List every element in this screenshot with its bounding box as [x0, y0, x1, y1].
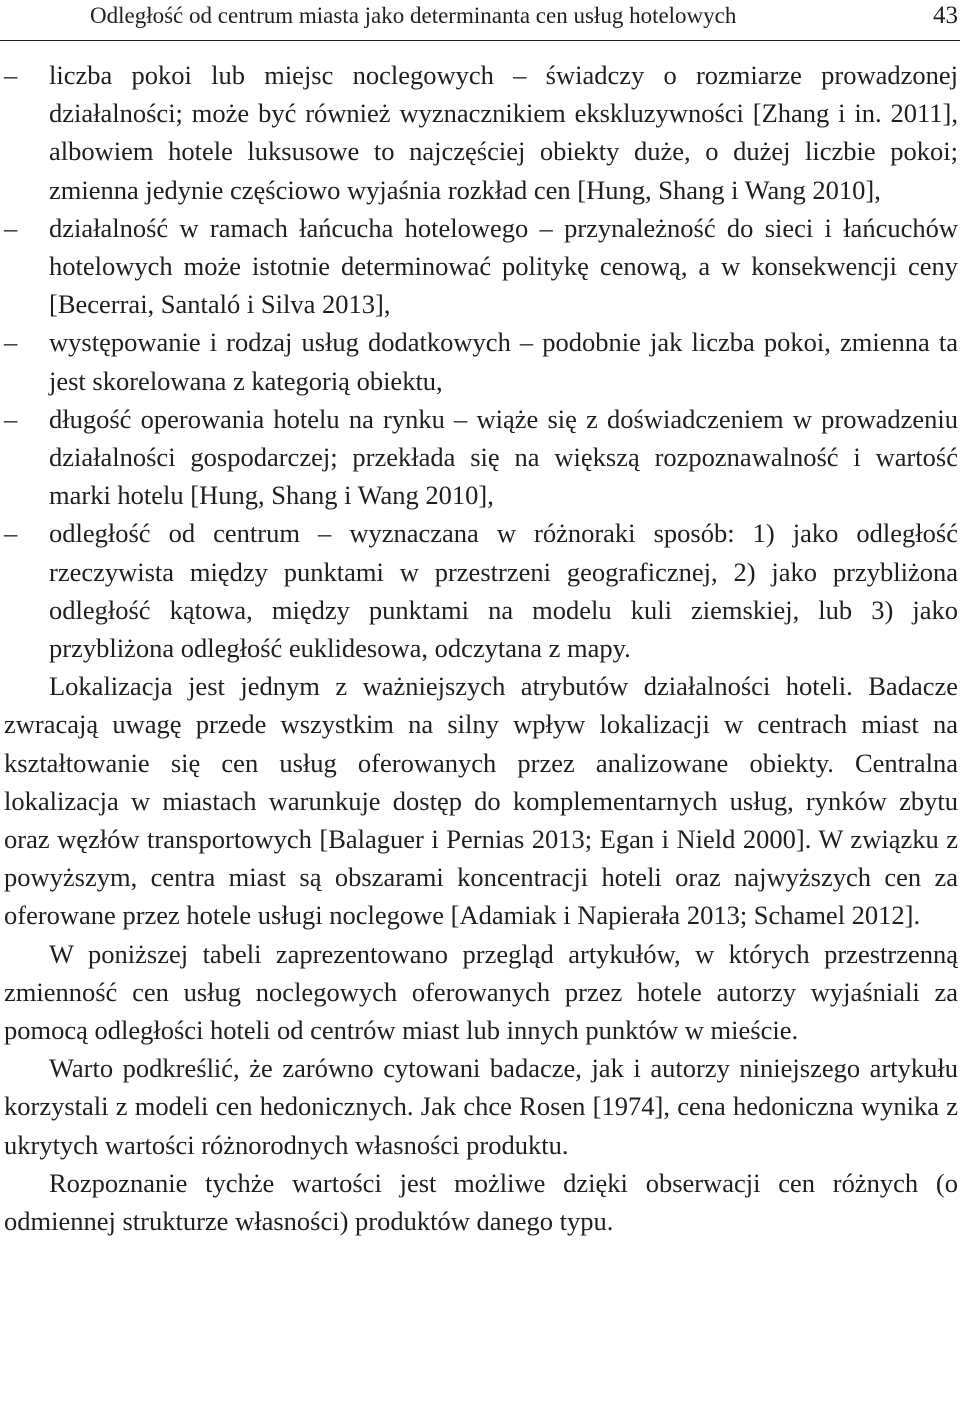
running-title: Odległość od centrum miasta jako determinanta cen usług hotelowych — [90, 3, 737, 28]
list-item-text: długość operowania hotelu na rynku – wiąże się z doświadczeniem w prowadzeniu działalności gospodarczej; przekłada się na większą rozpoznawalność i wartość marki hotelu [Hung, Shang i Wang 2010], — [49, 403, 958, 511]
list-item — [4, 514, 958, 667]
list-item — [4, 400, 958, 515]
paragraph-table-overview: W poniższej tabeli zaprezentowano przegląd artykułów, w których przestrzenną zmienność cen usług noclegowych oferowanych przez hotele autorzy wyjaśniali za pomocą odległości hoteli od centrów miast lub innych punktów w mieście. — [4, 938, 958, 1046]
dash-marker: – — [4, 212, 18, 243]
determinants-list — [4, 56, 958, 667]
list-item — [4, 323, 958, 399]
dash-marker: – — [4, 403, 18, 434]
dash-marker: – — [4, 60, 18, 90]
paragraph-hedonic-models: Warto podkreślić, że zarówno cytowani badacze, jak i autorzy niniejszego artykułu korzystali z modeli cen hedonicznych. Jak chce Rosen [1974], cena hedoniczna wynika z ukrytych wartości różnorodnych własności produktu. — [4, 1053, 958, 1160]
paragraph-location: Lokalizacja jest jednym z ważniejszych atrybutów działalności hoteli. Badacze zwracają uwagę przede wszystkim na silny wpływ lokalizacji w centrach miast na kształtowanie się cen usług oferowanych przez analizowane obiekty. Centralna lokalizacja w miastach warunkuje dostęp do komplementarnych usług, rynków zbytu oraz węzłów transportowych [Balaguer i Pernias 2013; Egan i Nield 2000]. W związku z powyższym, centra miast są obszarami koncentracji hoteli oraz najwyższych cen za oferowane przez hotele usługi noclegowe [Adamiak i Napierała 2013; Schamel 2012]. — [4, 671, 958, 931]
list-item — [4, 56, 958, 209]
list-item-text: odległość od centrum – wyznaczana w różnoraki sposób: 1) jako odległość rzeczywista między punktami w przestrzeni geograficznej, 2) jako przybliżona odległość kątowa, między punktami na modelu kuli ziemskiej, lub 3) jako przybliżona odległość euklidesowa, odczytana z mapy. — [49, 518, 958, 664]
running-head — [0, 0, 960, 41]
page-number: 43 — [933, 2, 958, 29]
dash-marker: – — [4, 327, 18, 358]
list-item — [4, 209, 958, 324]
list-item-text: liczba pokoi lub miejsc noclegowych – świadczy o rozmiarze prowadzonej działalności; może być również wyznacznikiem ekskluzywności [Zhang i in. 2011], albowiem hotele luksusowe to najczęściej obiekty duże, o dużej liczbie pokoi; zmienna jedynie częściowo wyjaśnia rozkład cen [Hung, Shang i Wang 2010], — [49, 60, 958, 205]
dash-marker: – — [4, 518, 18, 549]
list-item-text: działalność w ramach łańcucha hotelowego – przynależność do sieci i łańcuchów hotelowych może istotnie determinować politykę cenową, a w konsekwencji ceny [Becerrai, Santaló i Silva 2013], — [49, 212, 958, 320]
page-body — [4, 56, 958, 1240]
paragraph-recognition: Rozpoznanie tychże wartości jest możliwe dzięki obserwacji cen różnych (o odmiennej strukturze własności) produktów danego typu. — [4, 1167, 958, 1237]
list-item-text: występowanie i rodzaj usług dodatkowych – podobnie jak liczba pokoi, zmienna ta jest skorelowana z kategorią obiektu, — [49, 327, 958, 396]
